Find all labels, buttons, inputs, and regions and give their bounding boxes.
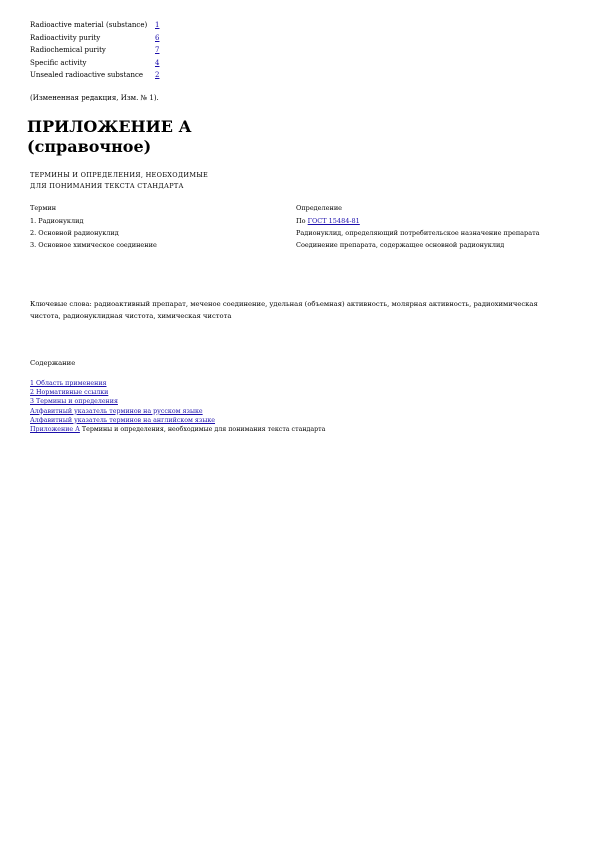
column-header-definition: Определение bbox=[296, 204, 343, 212]
english-term: Unsealed radioactive substance bbox=[30, 71, 144, 79]
term-ref-link[interactable]: 1 bbox=[155, 21, 160, 29]
english-term-row bbox=[30, 69, 159, 82]
toc-item bbox=[30, 425, 325, 434]
toc-item bbox=[30, 397, 325, 406]
term-ref-link[interactable]: 7 bbox=[155, 46, 160, 54]
toc-link[interactable]: 2 Нормативные ссылки bbox=[30, 389, 109, 397]
term-ref-link[interactable]: 6 bbox=[155, 33, 160, 42]
english-term: Specific activity bbox=[30, 58, 87, 67]
column-header-term: Термин bbox=[30, 204, 57, 212]
definitions-table bbox=[30, 202, 555, 251]
definition-term: 3. Основное химическое соединение bbox=[30, 241, 157, 249]
english-term: Radioactive material (substance) bbox=[30, 21, 148, 29]
toc-heading: Содержание bbox=[30, 359, 76, 367]
term-ref-link[interactable]: 2 bbox=[155, 71, 160, 79]
toc-link[interactable]: Алфавитный указатель терминов на русском языке bbox=[30, 407, 203, 415]
appendix-title-line1: ПРИЛОЖЕНИЕ А bbox=[27, 117, 192, 136]
toc-item bbox=[30, 379, 325, 388]
definition-text: Соединение препарата, содержащее основной радионуклид bbox=[296, 241, 505, 249]
toc-item bbox=[30, 407, 325, 416]
toc-link[interactable]: 1 Область применения bbox=[30, 380, 107, 387]
toc-item bbox=[30, 416, 325, 425]
toc-link[interactable]: Приложение А bbox=[30, 426, 80, 434]
definition-prefix: По bbox=[296, 217, 308, 225]
english-term: Radiochemical purity bbox=[30, 46, 106, 54]
english-terms-index bbox=[30, 19, 159, 82]
toc-link[interactable]: Алфавитный указатель терминов на английском языке bbox=[30, 416, 216, 424]
toc-link[interactable]: 3 Термины и определения bbox=[30, 398, 118, 406]
definition-row bbox=[30, 239, 555, 251]
gost-reference-link[interactable]: ГОСТ 15484-81 bbox=[307, 217, 360, 225]
definition-term: 1. Радионуклид bbox=[30, 217, 84, 225]
english-term-row bbox=[30, 57, 159, 70]
definition-term: 2. Основной радионуклид bbox=[30, 229, 119, 237]
definition-row bbox=[30, 227, 555, 239]
toc-item-rest: Термины и определения, необходимые для понимания текста стандарта bbox=[79, 426, 326, 434]
english-term: Radioactivity purity bbox=[30, 33, 101, 42]
definition-row bbox=[30, 215, 555, 227]
appendix-subtitle bbox=[30, 170, 208, 191]
amendment-note: (Измененная редакция, Изм. № 1). bbox=[30, 94, 159, 102]
definitions-header-row bbox=[30, 202, 555, 215]
english-term-row bbox=[30, 19, 159, 32]
appendix-title-line2: (справочное) bbox=[27, 137, 152, 156]
definition-text: Радионуклид, определяющий потребительское назначение препарата bbox=[296, 229, 540, 237]
appendix-subtitle-line1: ТЕРМИНЫ И ОПРЕДЕЛЕНИЯ, НЕОБХОДИМЫЕ bbox=[30, 171, 209, 179]
appendix-title bbox=[27, 117, 192, 157]
term-ref-link[interactable]: 4 bbox=[155, 58, 160, 67]
english-term-row bbox=[30, 44, 159, 57]
table-of-contents bbox=[30, 379, 325, 434]
appendix-subtitle-line2: ДЛЯ ПОНИМАНИЯ ТЕКСТА СТАНДАРТА bbox=[30, 181, 184, 190]
toc-item bbox=[30, 388, 325, 397]
english-term-row bbox=[30, 32, 159, 45]
definition-text bbox=[296, 215, 555, 227]
keywords-paragraph: Ключевые слова: радиоактивный препарат, меченое соединение, удельная (объемная) активность, молярная активность, радиохимическая чистота, радионуклидная чистота, химическая чистота bbox=[30, 300, 538, 320]
